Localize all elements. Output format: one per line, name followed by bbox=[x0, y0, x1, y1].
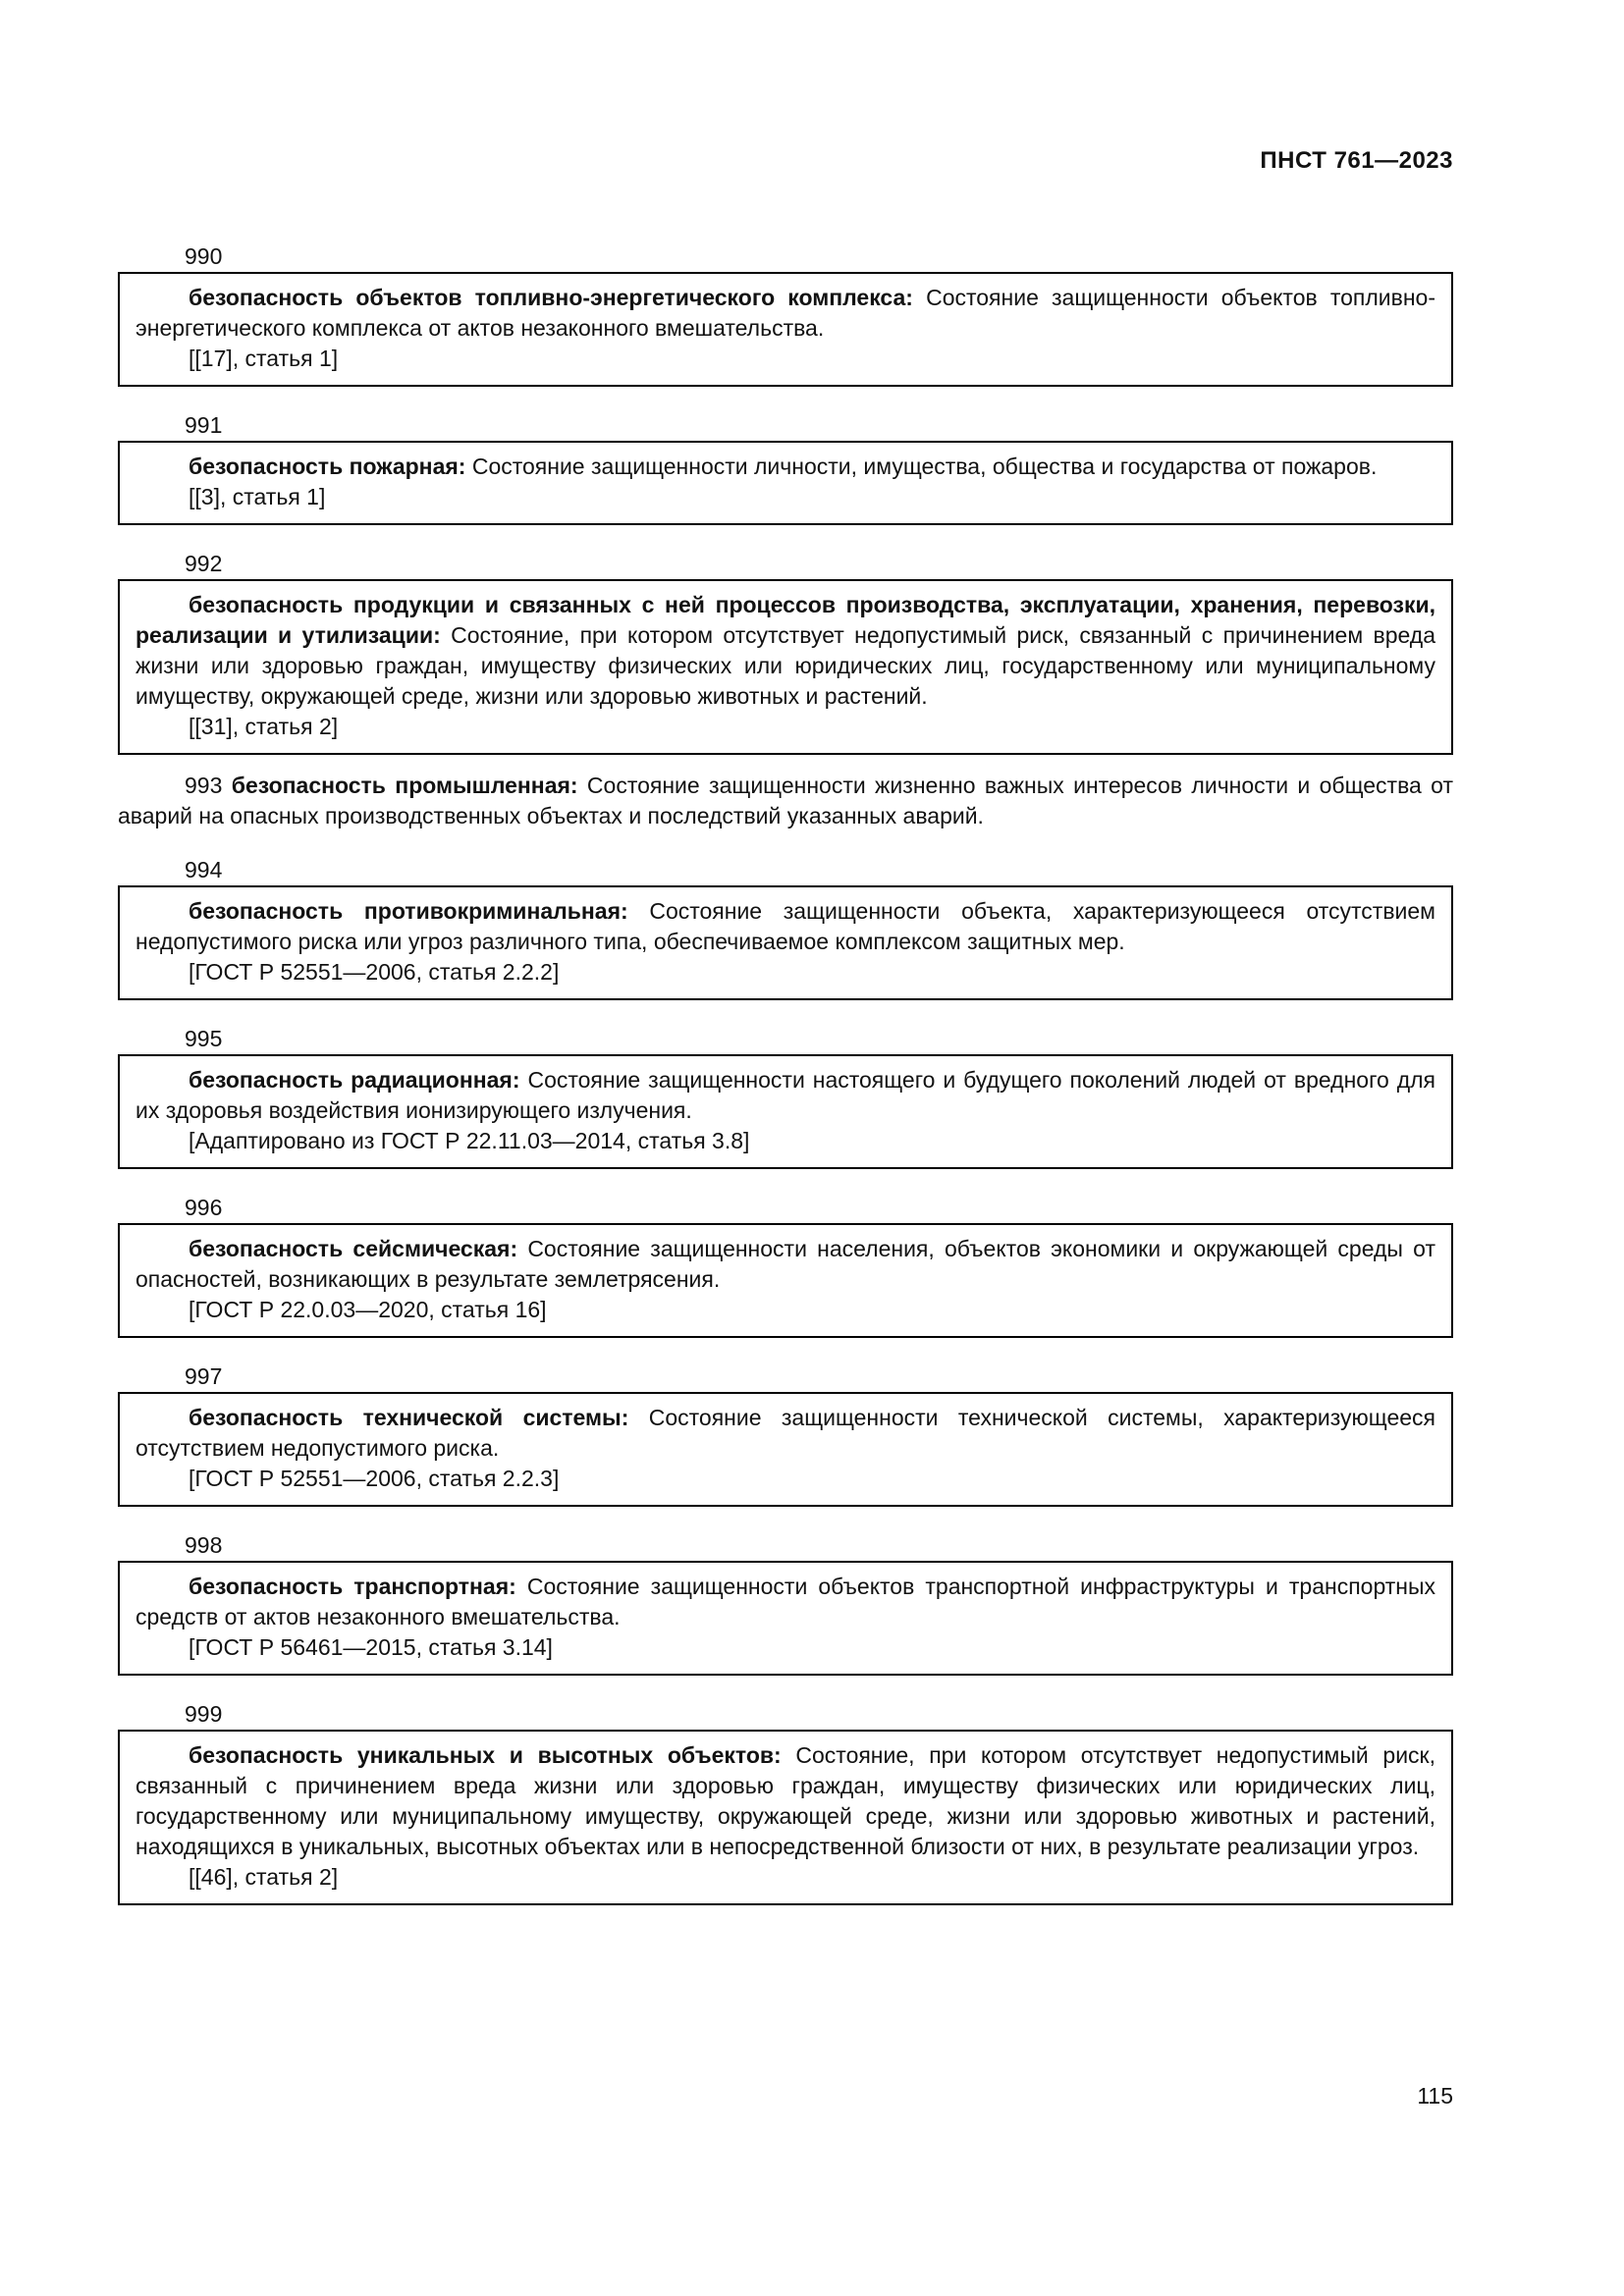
entry-definition: безопасность сейсмическая: Состояние защищенности населения, объектов экономики и окружающей среды от опасностей, возникающих в результате землетрясения. bbox=[135, 1236, 1435, 1292]
term-label: безопасность продукции и связанных с ней процессов производства, эксплуатации, хранения, перевозки, реализации и утилизации: bbox=[135, 592, 1435, 648]
entry-definition: безопасность уникальных и высотных объектов: Состояние, при котором отсутствует недопустимый риск, связанный с причинением вреда жизни или здоровью граждан, имуществу физических или юридических лиц, государственному или муниципальному имуществу, окружающей среде, жизни или здоровью животных и растений, находящихся в уникальных, высотных объектах или в непосредственной близости от них, в результате реализации угроз. bbox=[135, 1742, 1436, 1859]
page-footer bbox=[118, 2083, 1453, 2109]
entry-box bbox=[118, 272, 1453, 387]
entry-source: [[3], статья 1] bbox=[189, 484, 326, 509]
entry-definition: безопасность транспортная: Состояние защищенности объектов транспортной инфраструктуры и транспортных средств от актов незаконного вмешательства. bbox=[135, 1574, 1436, 1629]
document-header bbox=[118, 147, 1453, 175]
term-label: безопасность сейсмическая: bbox=[189, 1236, 518, 1261]
term-entry bbox=[118, 1193, 1453, 1338]
entry-number: 992 bbox=[185, 551, 223, 576]
term-label: безопасность объектов топливно-энергетического комплекса: bbox=[189, 285, 913, 310]
term-label: безопасность пожарная: bbox=[189, 454, 466, 479]
entry-definition: 993 безопасность промышленная: Состояние защищенности жизненно важных интересов личности и общества от аварий на опасных производственных объектах и последствий указанных аварий. bbox=[118, 773, 1453, 828]
entry-box bbox=[118, 885, 1453, 1000]
standard-code: ПНСТ 761—2023 bbox=[1260, 147, 1453, 174]
entry-source: [ГОСТ Р 56461—2015, статья 3.14] bbox=[189, 1634, 553, 1660]
term-label: безопасность транспортная: bbox=[189, 1574, 516, 1599]
entry-definition: безопасность пожарная: Состояние защищенности личности, имущества, общества и государства от пожаров. bbox=[189, 454, 1378, 479]
entry-number: 998 bbox=[185, 1532, 223, 1558]
entry-number: 995 bbox=[185, 1026, 223, 1051]
entry-source: [ГОСТ Р 52551—2006, статья 2.2.2] bbox=[189, 959, 560, 985]
entry-box bbox=[118, 579, 1453, 755]
terms-list bbox=[118, 218, 1453, 1905]
entry-box bbox=[118, 1561, 1453, 1676]
term-entry bbox=[118, 1530, 1453, 1676]
entry-number: 991 bbox=[185, 412, 223, 438]
term-entry bbox=[118, 771, 1453, 831]
term-label: безопасность радиационная: bbox=[189, 1067, 520, 1093]
entry-source: [[46], статья 2] bbox=[189, 1864, 339, 1890]
page-number: 115 bbox=[1417, 2083, 1453, 2109]
entry-number: 993 bbox=[185, 773, 232, 798]
term-entry bbox=[118, 410, 1453, 525]
entry-source: [Адаптировано из ГОСТ Р 22.11.03—2014, статья 3.8] bbox=[189, 1128, 750, 1153]
term-label: безопасность технической системы: bbox=[189, 1405, 629, 1430]
entry-box bbox=[118, 1730, 1453, 1905]
term-label: безопасность противокриминальная: bbox=[189, 898, 628, 924]
entry-box bbox=[118, 1392, 1453, 1507]
term-entry bbox=[118, 1362, 1453, 1507]
entry-source: [[17], статья 1] bbox=[189, 346, 339, 371]
entry-box bbox=[118, 1054, 1453, 1169]
entry-number: 994 bbox=[185, 857, 223, 882]
entry-box bbox=[118, 1223, 1453, 1338]
entry-definition: безопасность противокриминальная: Состояние защищенности объекта, характеризующееся отсутствием недопустимого риска или угроз различного типа, обеспечиваемое комплексом защитных мер. bbox=[135, 898, 1435, 954]
term-label: безопасность уникальных и высотных объектов: bbox=[189, 1742, 782, 1768]
entry-number: 997 bbox=[185, 1363, 223, 1389]
entry-box bbox=[118, 441, 1453, 525]
entry-definition: безопасность радиационная: Состояние защищенности настоящего и будущего поколений людей от вредного для их здоровья воздействия ионизирующего излучения. bbox=[135, 1067, 1435, 1123]
entry-source: [ГОСТ Р 52551—2006, статья 2.2.3] bbox=[189, 1466, 560, 1491]
term-entry bbox=[118, 549, 1453, 755]
term-entry bbox=[118, 1699, 1453, 1905]
entry-source: [[31], статья 2] bbox=[189, 714, 339, 739]
entry-number: 999 bbox=[185, 1701, 223, 1727]
entry-number: 996 bbox=[185, 1195, 223, 1220]
entry-definition: безопасность продукции и связанных с ней процессов производства, эксплуатации, хранения, перевозки, реализации и утилизации: Состояние, при котором отсутствует недопустимый риск, связанный с причинением вреда жизни или здоровью граждан, имуществу физических или юридических лиц, государственному или муниципальному имуществу, окружающей среде, жизни или здоровью животных и растений. bbox=[135, 592, 1435, 709]
entry-number: 990 bbox=[185, 243, 223, 269]
entry-source: [ГОСТ Р 22.0.03—2020, статья 16] bbox=[189, 1297, 547, 1322]
term-entry bbox=[118, 855, 1453, 1000]
term-entry bbox=[118, 241, 1453, 387]
entry-definition: безопасность объектов топливно-энергетического комплекса: Состояние защищенности объектов топливно-энергетического комплекса от актов незаконного вмешательства. bbox=[135, 285, 1435, 341]
term-entry bbox=[118, 1024, 1453, 1169]
entry-definition: безопасность технической системы: Состояние защищенности технической системы, характеризующееся отсутствием недопустимого риска. bbox=[135, 1405, 1436, 1461]
term-label: безопасность промышленная: bbox=[231, 773, 578, 798]
